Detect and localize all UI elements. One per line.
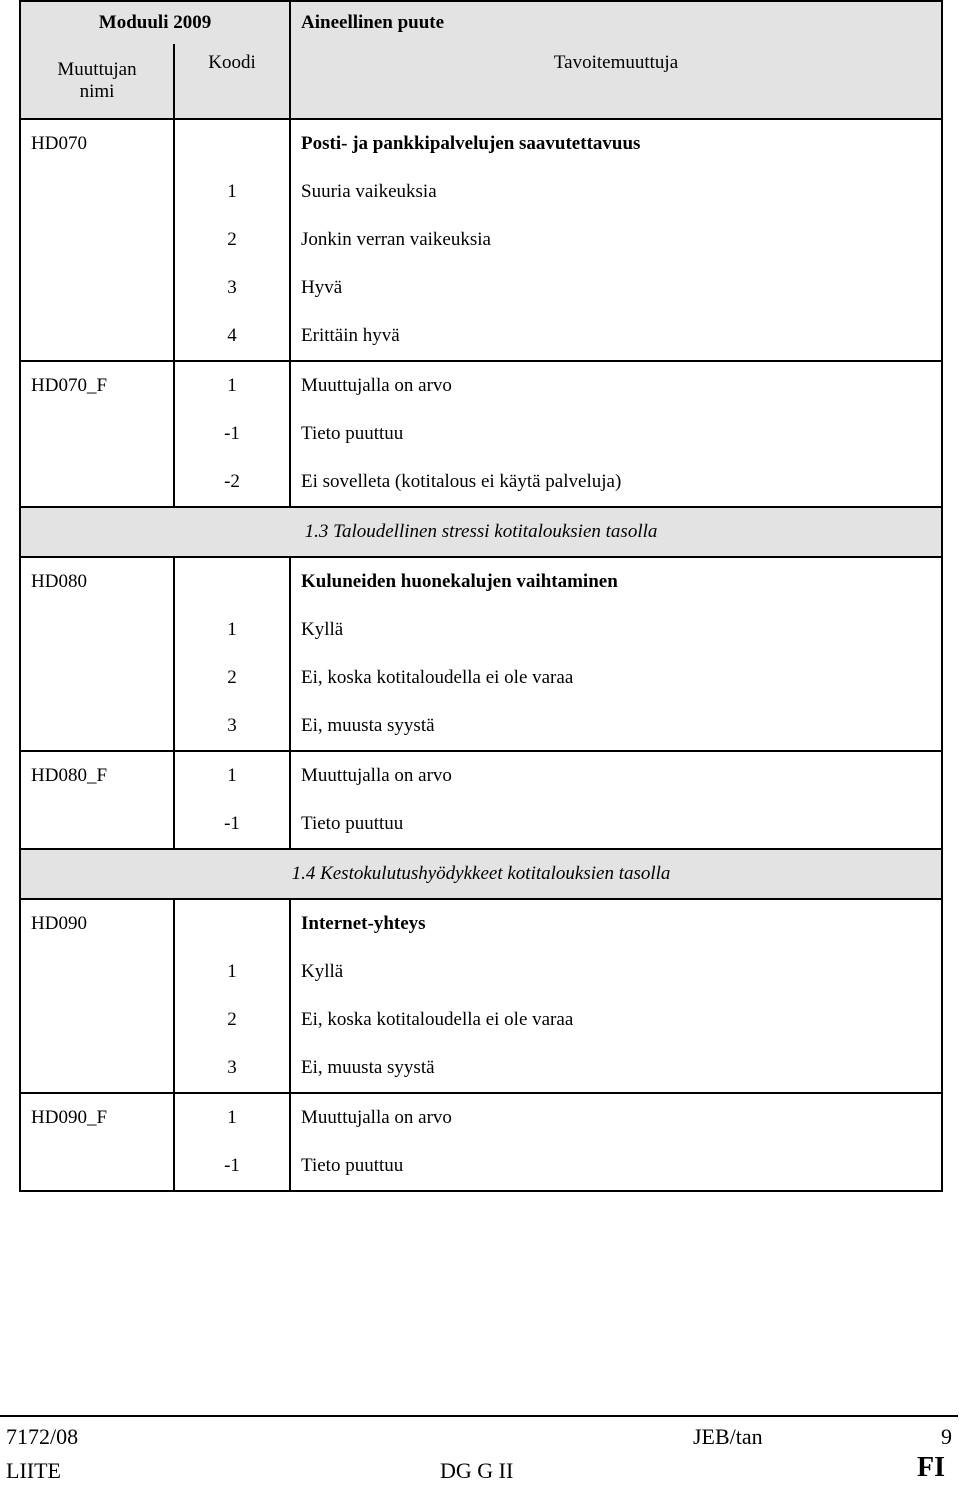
value-row <box>20 410 942 458</box>
code-cell: 1 <box>174 361 290 410</box>
code-cell: 1 <box>174 1093 290 1142</box>
variable-name-cell <box>20 654 174 702</box>
code-cell <box>174 557 290 606</box>
footer-dg: DG G II <box>440 1458 514 1483</box>
value-row <box>20 216 942 264</box>
target-label-cell: Tieto puuttuu <box>290 1142 942 1191</box>
variable-name-cell: HD070_F <box>20 361 174 410</box>
variable-name-cell <box>20 948 174 996</box>
value-row <box>20 361 942 410</box>
value-row <box>20 264 942 312</box>
value-row <box>20 996 942 1044</box>
variable-name-cell <box>20 216 174 264</box>
target-label-cell: Hyvä <box>290 264 942 312</box>
section-heading: 1.3 Taloudellinen stressi kotitalouksien tasolla <box>20 507 942 557</box>
code-cell: 1 <box>174 751 290 800</box>
value-row <box>20 1142 942 1191</box>
variable-name-cell: HD070 <box>20 119 174 168</box>
footer-divider <box>0 1415 958 1417</box>
code-cell: 1 <box>174 606 290 654</box>
code-cell: 2 <box>174 996 290 1044</box>
variable-row <box>20 119 942 168</box>
variable-name-cell <box>20 168 174 216</box>
code-cell: 2 <box>174 216 290 264</box>
variable-name-cell <box>20 702 174 751</box>
module-header-row <box>20 1 942 44</box>
code-cell: -1 <box>174 800 290 849</box>
value-row <box>20 458 942 507</box>
code-cell: 2 <box>174 654 290 702</box>
value-row <box>20 751 942 800</box>
section-heading-row <box>20 507 942 557</box>
column-header-row <box>20 44 942 119</box>
value-row <box>20 168 942 216</box>
value-row <box>20 800 942 849</box>
section-heading: 1.4 Kestokulutushyödykkeet kotitalouksien tasolla <box>20 849 942 899</box>
column-header-target: Tavoitemuuttuja <box>290 44 942 119</box>
variable-row <box>20 557 942 606</box>
code-cell: 3 <box>174 1044 290 1093</box>
code-cell: 4 <box>174 312 290 361</box>
variable-name-cell <box>20 264 174 312</box>
code-cell: 1 <box>174 948 290 996</box>
target-label-cell: Posti- ja pankkipalvelujen saavutettavuus <box>290 119 942 168</box>
target-label-cell: Muuttujalla on arvo <box>290 361 942 410</box>
variable-name-cell: HD090_F <box>20 1093 174 1142</box>
target-label-cell: Tieto puuttuu <box>290 410 942 458</box>
footer-author: JEB/tan <box>693 1424 763 1449</box>
target-label-cell: Muuttujalla on arvo <box>290 751 942 800</box>
section-heading-row <box>20 849 942 899</box>
variable-name-cell <box>20 996 174 1044</box>
variable-name-cell <box>20 1044 174 1093</box>
footer-language: FI <box>917 1452 945 1483</box>
variable-row <box>20 899 942 948</box>
target-label-cell: Ei, muusta syystä <box>290 1044 942 1093</box>
target-label-cell: Kuluneiden huonekalujen vaihtaminen <box>290 557 942 606</box>
code-cell: 3 <box>174 702 290 751</box>
module-title: Moduuli 2009 <box>20 1 290 44</box>
column-header-name: Muuttujan nimi <box>20 44 174 119</box>
target-label-cell: Suuria vaikeuksia <box>290 168 942 216</box>
target-label-cell: Ei, muusta syystä <box>290 702 942 751</box>
section-title: Aineellinen puute <box>290 1 942 44</box>
target-label-cell: Kyllä <box>290 948 942 996</box>
variable-name-cell <box>20 606 174 654</box>
code-cell: 1 <box>174 168 290 216</box>
target-label-cell: Kyllä <box>290 606 942 654</box>
value-row <box>20 702 942 751</box>
target-label-cell: Ei, koska kotitaloudella ei ole varaa <box>290 654 942 702</box>
code-cell: -1 <box>174 410 290 458</box>
target-label-cell: Ei, koska kotitaloudella ei ole varaa <box>290 996 942 1044</box>
variable-name-cell <box>20 410 174 458</box>
target-label-cell: Tieto puuttuu <box>290 800 942 849</box>
variable-name-cell <box>20 312 174 361</box>
target-label-cell: Erittäin hyvä <box>290 312 942 361</box>
variable-name-cell <box>20 458 174 507</box>
variable-name-cell: HD090 <box>20 899 174 948</box>
value-row <box>20 654 942 702</box>
target-label-cell: Jonkin verran vaikeuksia <box>290 216 942 264</box>
value-row <box>20 1093 942 1142</box>
footer-annex: LIITE <box>6 1458 61 1483</box>
code-cell: 3 <box>174 264 290 312</box>
value-row <box>20 948 942 996</box>
variable-name-cell <box>20 1142 174 1191</box>
target-label-cell: Ei sovelleta (kotitalous ei käytä palveluja) <box>290 458 942 507</box>
code-cell <box>174 899 290 948</box>
variable-table <box>19 0 943 1192</box>
code-cell <box>174 119 290 168</box>
target-label-cell: Muuttujalla on arvo <box>290 1093 942 1142</box>
code-cell: -1 <box>174 1142 290 1191</box>
value-row <box>20 312 942 361</box>
footer-doc-number: 7172/08 <box>6 1424 79 1449</box>
code-cell: -2 <box>174 458 290 507</box>
column-header-code: Koodi <box>174 44 290 119</box>
value-row <box>20 1044 942 1093</box>
variable-name-cell <box>20 800 174 849</box>
target-label-cell: Internet-yhteys <box>290 899 942 948</box>
value-row <box>20 606 942 654</box>
footer-page-number: 9 <box>941 1424 952 1449</box>
variable-name-cell: HD080_F <box>20 751 174 800</box>
variable-name-cell: HD080 <box>20 557 174 606</box>
